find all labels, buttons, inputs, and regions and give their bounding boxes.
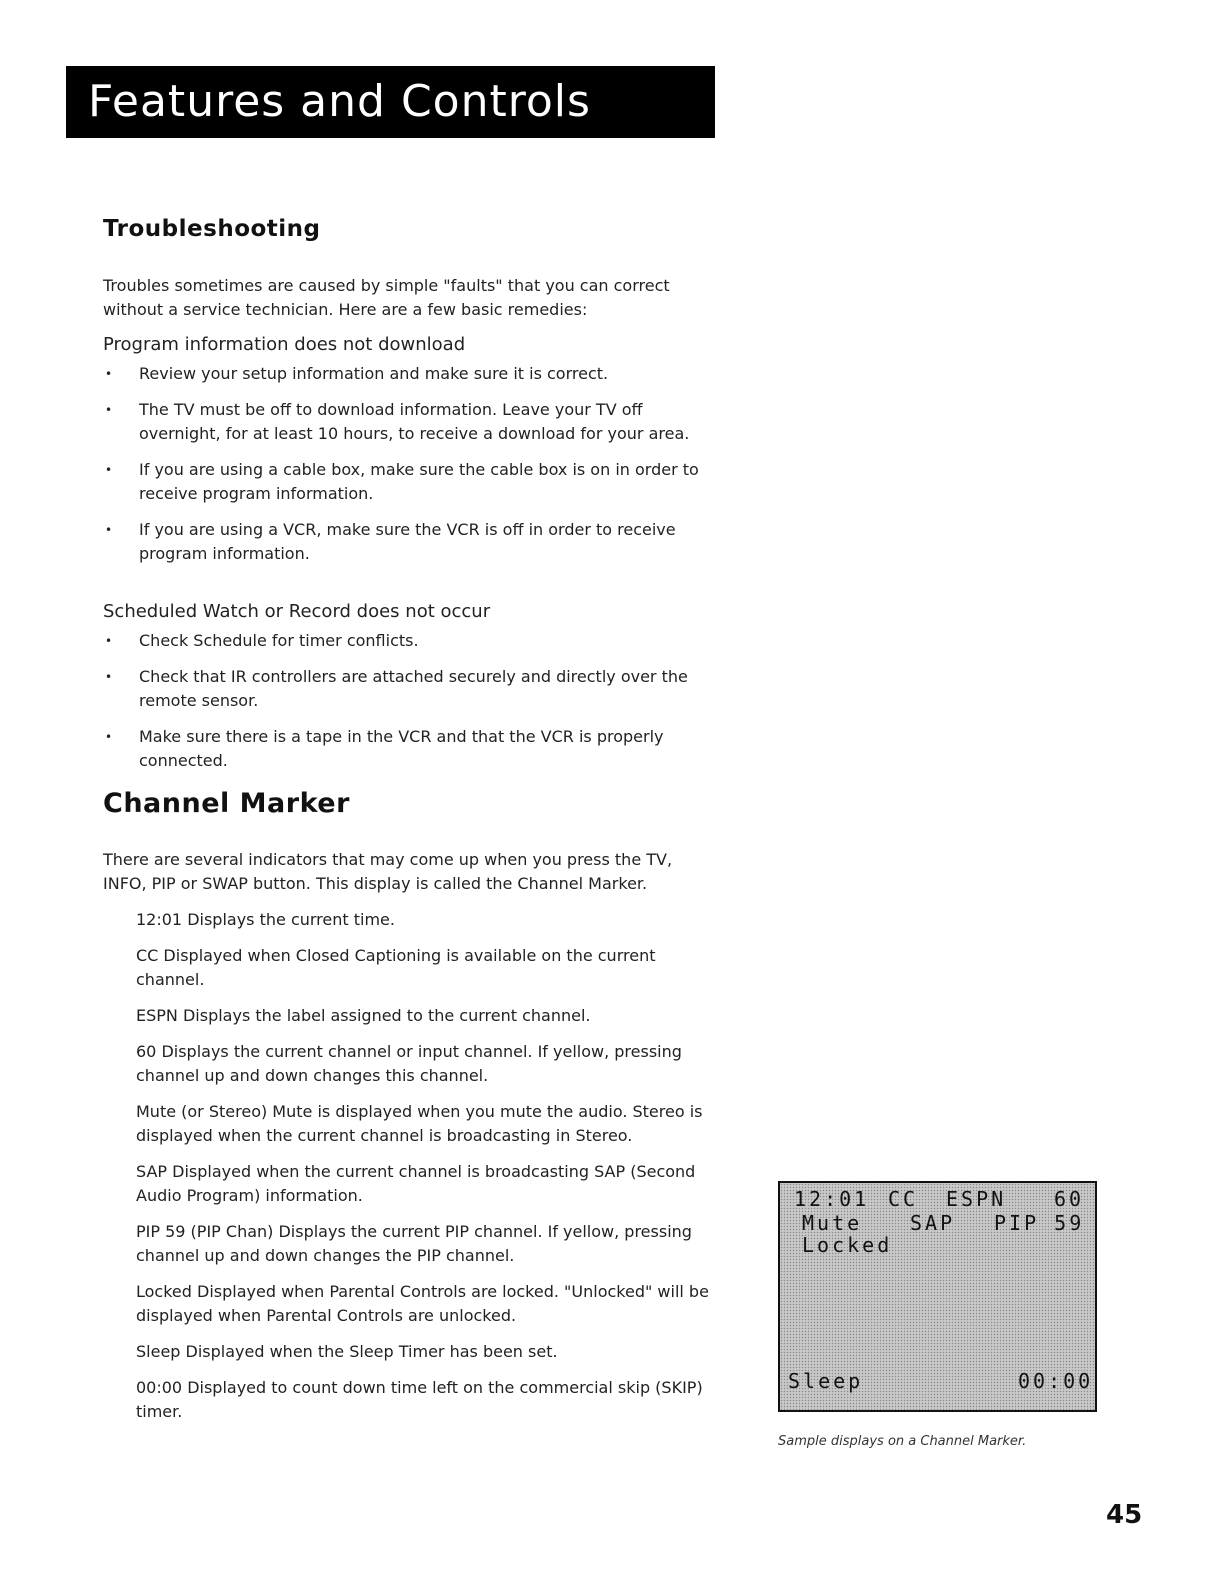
list-item: Mute (or Stereo) Mute is displayed when you mute the audio. Stereo is displayed when the current channel is broadcasting in Stereo. <box>136 1102 703 1145</box>
list-item: • The TV must be off to download information. Leave your TV off overnight, for at least 10 hours, to receive a download for your area. <box>103 398 713 446</box>
list-item: • Make sure there is a tape in the VCR and that the VCR is properly connected. <box>103 725 713 773</box>
display-locked: Locked <box>802 1233 893 1257</box>
group2-title: Scheduled Watch or Record does not occur <box>103 601 491 622</box>
page-number: 45 <box>1106 1500 1143 1530</box>
group1-bullet-list <box>103 362 713 578</box>
group2-bullet-list <box>103 629 713 785</box>
channel-marker-heading: Channel Marker <box>103 788 350 819</box>
display-pip: PIP 59 <box>994 1211 1085 1235</box>
channel-marker-sample-display <box>778 1181 1097 1412</box>
list-item: 12:01 Displays the current time. <box>136 910 395 929</box>
channel-marker-item-list <box>136 908 710 1436</box>
list-item: 60 Displays the current channel or input channel. If yellow, pressing channel up and down changes this channel. <box>136 1042 682 1085</box>
display-channel: 60 <box>1054 1187 1085 1211</box>
display-sleep: Sleep <box>788 1369 864 1393</box>
list-item: SAP Displayed when the current channel is broadcasting SAP (Second Audio Program) information. <box>136 1162 696 1205</box>
figure-caption: Sample displays on a Channel Marker. <box>778 1434 1027 1449</box>
section-banner: Features and Controls <box>66 66 715 138</box>
list-item: • Check Schedule for timer conflicts. <box>103 629 713 653</box>
list-item: 00:00 Displayed to count down time left on the commercial skip (SKIP) timer. <box>136 1378 703 1421</box>
display-time: 12:01 <box>794 1187 870 1211</box>
display-label: ESPN <box>946 1187 1007 1211</box>
display-sap: SAP <box>910 1211 956 1235</box>
list-item: • Review your setup information and make sure it is correct. <box>103 362 713 386</box>
list-item: CC Displayed when Closed Captioning is available on the current channel. <box>136 946 656 989</box>
list-item: ESPN Displays the label assigned to the current channel. <box>136 1006 591 1025</box>
display-cc: CC <box>888 1187 919 1211</box>
display-timer: 00:00 <box>1018 1369 1094 1393</box>
group1-title: Program information does not download <box>103 334 466 355</box>
troubleshooting-heading: Troubleshooting <box>103 216 321 242</box>
list-item: Locked Displayed when Parental Controls are locked. "Unlocked" will be displayed when Parental Controls are unlocked. <box>136 1282 709 1325</box>
list-item: • Check that IR controllers are attached securely and directly over the remote sensor. <box>103 665 713 713</box>
list-item: Sleep Displayed when the Sleep Timer has been set. <box>136 1342 558 1361</box>
troubleshooting-intro: Troubles sometimes are caused by simple "faults" that you can correct without a service technician. Here are a few basic remedies: <box>103 276 670 319</box>
list-item: • If you are using a cable box, make sure the cable box is on in order to receive program information. <box>103 458 713 506</box>
display-mute: Mute <box>802 1211 863 1235</box>
channel-marker-intro: There are several indicators that may come up when you press the TV, INFO, PIP or SWAP button. This display is called the Channel Marker. <box>103 850 673 893</box>
list-item: PIP 59 (PIP Chan) Displays the current PIP channel. If yellow, pressing channel up and down changes the PIP channel. <box>136 1222 692 1265</box>
list-item: • If you are using a VCR, make sure the VCR is off in order to receive program information. <box>103 518 713 566</box>
